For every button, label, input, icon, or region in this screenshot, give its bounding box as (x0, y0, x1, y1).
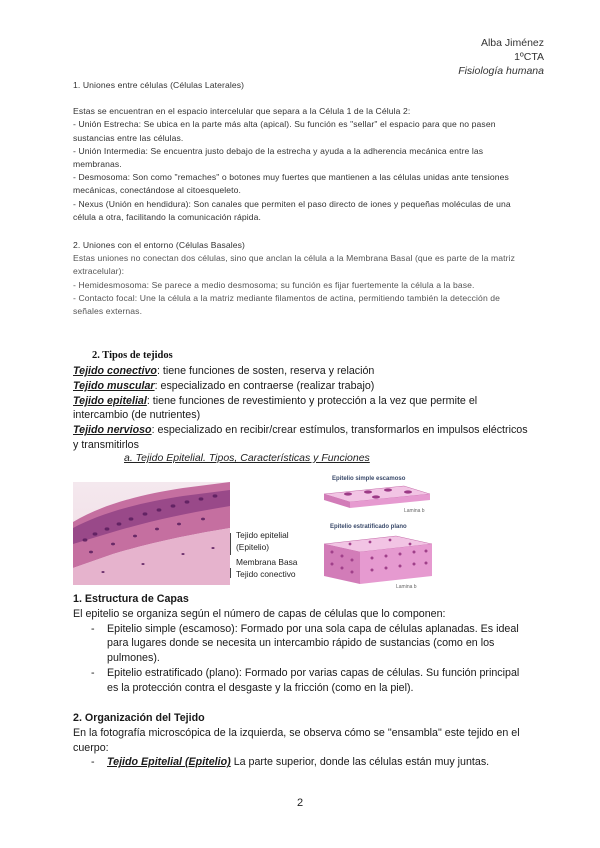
epithelium-illustration (320, 472, 438, 590)
illustration-title-stratified: Epitelio estratificado plano (330, 524, 407, 530)
list-item: - Unión Estrecha: Se ubica en la parte más alta (apical). Su función es "sellar" el espacio para que no pasen sustancias entre las células. (73, 119, 496, 143)
section-intro: El epitelio se organiza según el número de capas de células que lo componen: (73, 607, 446, 620)
label-bracket (230, 568, 234, 578)
section-cell-junctions (73, 79, 528, 224)
spacer (73, 92, 528, 105)
section-intro: Estas uniones no conectan dos células, sino que anclan la célula a la Membrana Basal (que es parte de la matriz extracelular): (73, 253, 515, 277)
tissue-types-heading: 2. Tipos de tejidos (92, 350, 173, 361)
document-header (458, 36, 544, 78)
definition: : especializado en recibir/crear estímulos, transformarlos en impulsos eléctricos y transmitirlos (73, 424, 528, 451)
section-intro: Estas se encuentran en el espacio intercelular que separa a la Célula 1 de la Célula 2: (73, 106, 411, 117)
figure-labels (236, 530, 297, 580)
term: Tejido nervioso (73, 424, 152, 437)
list-item (73, 423, 533, 453)
list-item: - Contacto focal: Une la célula a la matriz mediante filamentos de actina, permitiendo también la detección de señales externas. (73, 292, 501, 317)
term: Tejido conectivo (73, 365, 157, 377)
label-epithelio: (Epitelio) (236, 541, 270, 552)
section-title: 1. Uniones entre células (Células Laterales) (73, 80, 245, 90)
term: Tejido epitelial (73, 394, 147, 407)
section-title: 2. Uniones con el entorno (Células Basales) (73, 240, 245, 250)
simple-squamous-illustration (324, 486, 430, 514)
micrograph-image (73, 482, 230, 585)
definition: : tiene funciones de revestimiento y protección a la vez que permite el intercambio (de nutrientes) (73, 394, 478, 422)
term: Tejido Epitelial (Epitelio) (107, 756, 231, 769)
tissue-types-list (73, 364, 533, 453)
stratified-illustration (324, 536, 432, 590)
layers-list (73, 622, 533, 696)
list-item (73, 755, 533, 770)
label-epithelial: Tejido epitelial (236, 530, 289, 540)
lamina-label: Lamina b (396, 584, 417, 590)
label-basement-membrane: Membrana Basa (236, 557, 298, 568)
list-item: - Epitelio estratificado (plano): Formado por varias capas de células. Su función principal es la protección contra el desgaste y la fricción (como en la piel). (73, 666, 533, 696)
term: Tejido muscular (73, 379, 155, 392)
section-organization (73, 711, 533, 770)
definition: : tiene funciones de sosten, reserva y relación (156, 365, 375, 377)
definition: La parte superior, donde las células están muy juntas. (230, 756, 490, 769)
definition: : especializado en contraerse (realizar trabajo) (154, 379, 375, 392)
list-item: - Epitelio simple (escamoso): Formado por una sola capa de células aplanadas. Es ideal para lugares donde se necesita un intercambio rápido de sustancias (como en los pulmones). (73, 622, 533, 666)
label-connective: Tejido conectivo (236, 568, 296, 579)
subject-label: Fisiología humana (458, 65, 544, 77)
section-intro: En la fotografía microscópica de la izquierda, se observa cómo se "ensambla" este tejido en el cuerpo: (73, 726, 520, 754)
list-item (73, 379, 533, 394)
section-title: 2. Organización del Tejido (73, 712, 205, 724)
list-item: - Hemidesmosoma: Se parece a medio desmosoma; su función es fijar fuertemente la célula a la base. (73, 279, 475, 290)
organization-list (73, 755, 533, 770)
page-number: 2 (296, 797, 304, 809)
list-item (73, 394, 533, 424)
list-item: - Nexus (Unión en hendidura): Son canales que permiten el paso directo de iones y pequeñas moléculas de una célula a otra, facilitando la comunicación rápida. (73, 198, 511, 222)
list-item: - Desmosoma: Son como "remaches" o botones muy fuertes que mantienen a las células unidas ante tensiones mecánicas, conectándose al citoesqueleto. (73, 172, 509, 196)
subsection-title: a. Tejido Epitelial. Tipos, Características y Funciones (124, 452, 370, 464)
section-layers (73, 592, 533, 696)
author-name: Alba Jiménez (480, 37, 544, 49)
list-item: - Unión Intermedia: Se encuentra justo debajo de la estrecha y ayuda a la adherencia mecánica entre las membranas. (73, 145, 484, 170)
list-item (73, 364, 533, 379)
illustration-title-simple: Epitelio simple escamoso (332, 476, 406, 482)
lamina-label: Lamina b (404, 508, 425, 514)
section-title: 1. Estructura de Capas (73, 593, 189, 605)
label-bracket (230, 533, 234, 555)
section-basal-junctions (73, 239, 528, 318)
course-label: 1ºCTA (514, 51, 544, 63)
